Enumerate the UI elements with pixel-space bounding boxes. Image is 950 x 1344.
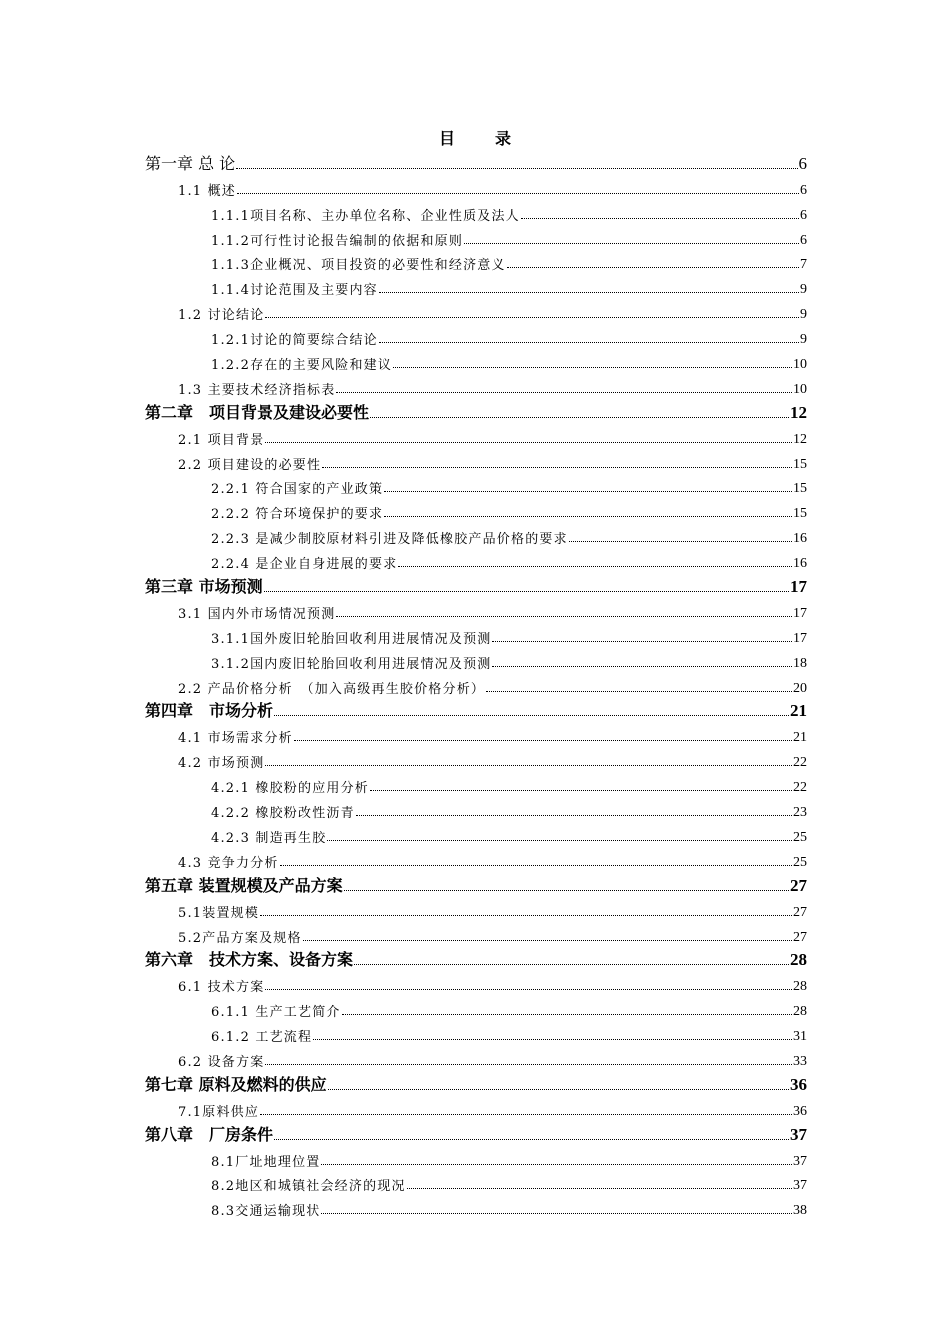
toc-entry[interactable] [145, 149, 807, 174]
toc-entry-page-number: 12 [793, 431, 807, 447]
dot-leader [344, 890, 789, 891]
toc-entry-label: 第三章 市场预测 [145, 577, 263, 597]
toc-entry[interactable] [145, 946, 807, 971]
toc-entry-label: 6.2 设备方案 [178, 1054, 265, 1070]
dot-leader [370, 790, 792, 791]
dot-leader [492, 666, 792, 667]
toc-entry-page-number: 6 [800, 182, 807, 198]
toc-entry[interactable] [145, 921, 807, 946]
toc-entry-page-number: 37 [790, 1124, 807, 1144]
toc-entry-label: 8.2地区和城镇社会经济的现况 [211, 1179, 406, 1195]
dot-leader [398, 566, 792, 567]
toc-entry[interactable] [145, 1145, 807, 1170]
toc-entry-page-number: 25 [793, 854, 807, 870]
toc-entry[interactable] [145, 1120, 807, 1145]
toc-title-right: 录 [495, 129, 512, 148]
toc-entry[interactable] [145, 547, 807, 572]
toc-entry-label: 3.1.2国内废旧轮胎回收利用进展情况及预测 [211, 656, 492, 672]
dot-leader [342, 1014, 792, 1015]
dot-leader [464, 243, 799, 244]
toc-entry-label: 1.1 概述 [178, 183, 237, 199]
toc-entry[interactable] [145, 647, 807, 672]
toc-entry[interactable] [145, 522, 807, 547]
toc-entry-label: 2.2.1 符合国家的产业政策 [211, 482, 384, 498]
dot-leader [280, 865, 792, 866]
toc-entry-label: 2.1 项目背景 [178, 432, 265, 448]
toc-entry-label: 4.2 市场预测 [178, 756, 265, 772]
toc-entry-label: 1.3 主要技术经济指标表 [178, 382, 336, 398]
toc-entry-label: 第二章 项目背景及建设必要性 [145, 402, 370, 422]
toc-entry-page-number: 15 [793, 456, 807, 472]
toc-entry[interactable] [145, 622, 807, 647]
toc-entry[interactable] [145, 448, 807, 473]
toc-entry-label: 2.2 产品价格分析 （加入高级再生胶价格分析） [178, 681, 486, 697]
toc-entry[interactable] [145, 1194, 807, 1219]
dot-leader [322, 467, 792, 468]
toc-entry[interactable] [145, 871, 807, 896]
toc-entry-page-number: 9 [800, 307, 807, 323]
dot-leader [370, 417, 789, 418]
dot-leader [327, 840, 792, 841]
toc-entry-page-number: 36 [793, 1103, 807, 1119]
dot-leader [486, 691, 792, 692]
dot-leader [492, 641, 792, 642]
toc-entry-label: 1.1.3企业概况、项目投资的必要性和经济意义 [211, 258, 506, 274]
toc-entry[interactable] [145, 746, 807, 771]
toc-entry-label: 第一章 总 论 [145, 153, 236, 173]
toc-entry-page-number: 6 [798, 153, 807, 173]
toc-entry-label: 5.1装置规模 [178, 905, 260, 921]
toc-entry-label: 4.1 市场需求分析 [178, 731, 293, 747]
toc-entry-label: 3.1 国内外市场情况预测 [178, 606, 336, 622]
toc-entry-page-number: 31 [793, 1029, 807, 1045]
toc-entry[interactable] [145, 273, 807, 298]
toc-entry-page-number: 17 [793, 630, 807, 646]
dot-leader [236, 168, 797, 169]
dot-leader [265, 1064, 792, 1065]
toc-entry[interactable] [145, 1045, 807, 1070]
toc-entry-label: 5.2产品方案及规格 [178, 930, 302, 946]
toc-entry-label: 1.1.4讨论范围及主要内容 [211, 283, 378, 299]
dot-leader [379, 342, 799, 343]
dot-leader [507, 267, 799, 268]
toc-entry-label: 第五章 装置规模及产品方案 [145, 875, 343, 895]
toc-entry[interactable] [145, 398, 807, 423]
toc-entry-page-number: 20 [793, 680, 807, 696]
toc-entry-page-number: 6 [800, 207, 807, 223]
toc-entry-page-number: 12 [790, 402, 807, 422]
toc-entry-page-number: 27 [790, 875, 807, 895]
toc-entry-label: 7.1原料供应 [178, 1104, 260, 1120]
toc-entry-page-number: 28 [793, 1004, 807, 1020]
toc-entry-label: 第四章 市场分析 [145, 701, 274, 721]
toc-entry[interactable] [145, 697, 807, 722]
dot-leader [265, 442, 792, 443]
toc-entry-page-number: 37 [793, 1178, 807, 1194]
toc-entry-page-number: 37 [793, 1153, 807, 1169]
toc-entry[interactable] [145, 771, 807, 796]
toc-entry-label: 6.1.2 工艺流程 [211, 1030, 313, 1046]
toc-entry-label: 4.2.3 制造再生胶 [211, 830, 327, 846]
dot-leader [274, 1139, 789, 1140]
toc-entry[interactable] [145, 199, 807, 224]
toc-entry-label: 2.2.4 是企业自身进展的要求 [211, 557, 398, 573]
toc-entry[interactable] [145, 298, 807, 323]
toc-entry-page-number: 25 [793, 829, 807, 845]
toc-entry-label: 8.3交通运输现状 [211, 1204, 321, 1220]
toc-entry-label: 第六章 技术方案、设备方案 [145, 950, 354, 970]
toc-entry[interactable] [145, 174, 807, 199]
toc-entry[interactable] [145, 995, 807, 1020]
toc-entry[interactable] [145, 1070, 807, 1095]
toc-entry-label: 1.1.2可行性讨论报告编制的依据和原则 [211, 233, 464, 249]
toc-entry-label: 4.2.2 橡胶粉改性沥青 [211, 806, 355, 822]
toc-entry-page-number: 7 [800, 257, 807, 273]
toc-entry-label: 6.1.1 生产工艺简介 [211, 1005, 341, 1021]
toc-entry[interactable] [145, 323, 807, 348]
toc-entry-label: 2.2.2 符合环境保护的要求 [211, 507, 384, 523]
dot-leader [260, 915, 792, 916]
dot-leader [265, 317, 799, 318]
dot-leader [260, 1114, 792, 1115]
toc-entry-page-number: 9 [800, 332, 807, 348]
dot-leader [303, 940, 792, 941]
toc-entry-page-number: 18 [793, 655, 807, 671]
toc-entry-page-number: 27 [793, 904, 807, 920]
dot-leader [265, 765, 792, 766]
toc-entry[interactable] [145, 1170, 807, 1195]
dot-leader [321, 1164, 792, 1165]
dot-leader [354, 964, 789, 965]
dot-leader [379, 292, 799, 293]
dot-leader [407, 1188, 792, 1189]
toc-entry-label: 第七章 原料及燃料的供应 [145, 1074, 327, 1094]
toc-entry-page-number: 10 [793, 357, 807, 373]
toc-entry-page-number: 15 [793, 481, 807, 497]
toc-title [0, 126, 950, 149]
toc-entry[interactable] [145, 1095, 807, 1120]
toc-entry-page-number: 22 [793, 755, 807, 771]
dot-leader [336, 392, 792, 393]
toc-entry-label: 1.2.2存在的主要风险和建议 [211, 358, 393, 374]
toc-entry-page-number: 9 [800, 282, 807, 298]
toc-entry-page-number: 28 [790, 950, 807, 970]
toc-entry[interactable] [145, 373, 807, 398]
toc-entry-label: 8.1厂址地理位置 [211, 1154, 321, 1170]
toc-entry[interactable] [145, 821, 807, 846]
toc-entry-label: 1.2 讨论结论 [178, 308, 265, 324]
dot-leader [393, 367, 792, 368]
toc-entry-label: 1.2.1讨论的简要综合结论 [211, 333, 378, 349]
toc-entry[interactable] [145, 497, 807, 522]
toc-entry[interactable] [145, 672, 807, 697]
toc-entry-label: 1.1.1项目名称、主办单位名称、企业性质及法人 [211, 208, 520, 224]
toc-entry[interactable] [145, 423, 807, 448]
toc-entry[interactable] [145, 721, 807, 746]
dot-leader [336, 616, 792, 617]
toc-entry-label: 6.1 技术方案 [178, 980, 265, 996]
toc-entry[interactable] [145, 1020, 807, 1045]
toc-entry[interactable] [145, 796, 807, 821]
toc-entry[interactable] [145, 846, 807, 871]
toc-entry-page-number: 23 [793, 805, 807, 821]
dot-leader [356, 815, 792, 816]
dot-leader [384, 516, 792, 517]
toc-entry-label: 第八章 厂房条件 [145, 1124, 274, 1144]
dot-leader [521, 218, 799, 219]
toc-entry-label: 4.3 竞争力分析 [178, 855, 279, 871]
toc-entry-page-number: 21 [793, 730, 807, 746]
toc-entry-page-number: 21 [790, 701, 807, 721]
toc-entry-label: 2.2 项目建设的必要性 [178, 457, 322, 473]
dot-leader [384, 491, 792, 492]
toc-entry-page-number: 22 [793, 780, 807, 796]
toc-entry-page-number: 27 [793, 929, 807, 945]
toc-entry[interactable] [145, 896, 807, 921]
dot-leader [237, 193, 799, 194]
table-of-contents [145, 149, 807, 1219]
toc-entry-page-number: 28 [793, 979, 807, 995]
toc-entry[interactable] [145, 970, 807, 995]
toc-entry-page-number: 17 [790, 577, 807, 597]
toc-entry[interactable] [145, 572, 807, 597]
toc-entry-page-number: 10 [793, 381, 807, 397]
toc-entry[interactable] [145, 224, 807, 249]
toc-entry-label: 2.2.3 是减少制胶原材料引进及降低橡胶产品价格的要求 [211, 532, 568, 548]
toc-entry[interactable] [145, 249, 807, 274]
dot-leader [265, 989, 792, 990]
toc-entry-page-number: 38 [793, 1203, 807, 1219]
toc-entry-page-number: 33 [793, 1053, 807, 1069]
toc-entry-label: 4.2.1 橡胶粉的应用分析 [211, 781, 370, 797]
dot-leader [313, 1039, 792, 1040]
dot-leader [274, 715, 789, 716]
toc-title-left: 目 [438, 129, 455, 148]
dot-leader [321, 1213, 792, 1214]
toc-entry[interactable] [145, 473, 807, 498]
toc-entry-page-number: 6 [800, 232, 807, 248]
toc-entry-page-number: 16 [793, 556, 807, 572]
dot-leader [569, 541, 792, 542]
dot-leader [328, 1089, 789, 1090]
toc-entry-page-number: 15 [793, 506, 807, 522]
toc-entry[interactable] [145, 348, 807, 373]
toc-entry-page-number: 36 [790, 1074, 807, 1094]
toc-entry-page-number: 16 [793, 531, 807, 547]
toc-entry-page-number: 17 [793, 605, 807, 621]
dot-leader [264, 591, 789, 592]
toc-entry[interactable] [145, 597, 807, 622]
toc-entry-label: 3.1.1国外废旧轮胎回收利用进展情况及预测 [211, 631, 492, 647]
dot-leader [294, 740, 792, 741]
